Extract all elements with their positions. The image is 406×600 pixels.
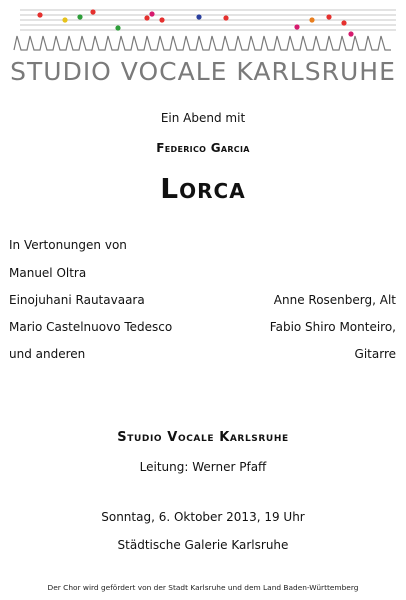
sponsor-footer: Der Chor wird gefördert von der Stadt Karlsruhe und dem Land Baden-Württemberg: [47, 583, 359, 592]
composer-item: Mario Castelnuovo Tedesco: [9, 320, 173, 334]
composer-item: und anderen: [9, 347, 86, 361]
music-note-icon: [341, 20, 346, 25]
event-title: Lorca: [160, 172, 246, 205]
featured-poet-name: Federico Garcia: [156, 141, 250, 155]
music-note-icon: [77, 14, 82, 19]
composer-item: Manuel Oltra: [9, 266, 87, 280]
performer-singer: Anne Rosenberg, Alt: [273, 293, 396, 307]
music-note-icon: [309, 17, 314, 22]
music-note-icon: [348, 31, 353, 36]
music-note-icon: [115, 25, 120, 30]
music-note-icon: [196, 14, 201, 19]
settings-heading: In Vertonungen von: [9, 238, 127, 252]
staff-lines: [20, 10, 396, 30]
choir-name: Studio Vocale Karlsruhe: [117, 430, 289, 445]
composer-item: Einojuhani Rautavaara: [9, 293, 145, 307]
music-note-icon: [223, 15, 228, 20]
music-note-icon: [144, 15, 149, 20]
keyboard-zigzag: [14, 36, 391, 50]
music-note-icon: [159, 17, 164, 22]
intro-text: Ein Abend mit: [160, 111, 246, 125]
music-note-icon: [294, 24, 299, 29]
event-date: Sonntag, 6. Oktober 2013, 19 Uhr: [101, 510, 305, 524]
performer-instrument: Gitarre: [354, 347, 396, 361]
music-staff-keyboard-icon: [0, 0, 406, 60]
logo-text: STUDIO VOCALE KARLSRUHE: [10, 57, 396, 86]
music-note-icon: [326, 14, 331, 19]
keyboard-zigzag-path: [14, 36, 391, 50]
music-note-icon: [62, 17, 67, 22]
music-note-icon: [149, 11, 154, 16]
music-notes: [37, 9, 353, 36]
music-note-icon: [37, 12, 42, 17]
conductor: Leitung: Werner Pfaff: [139, 460, 267, 474]
event-venue: Städtische Galerie Karlsruhe: [117, 538, 289, 552]
music-note-icon: [90, 9, 95, 14]
performer-guitarist: Fabio Shiro Monteiro,: [269, 320, 396, 334]
